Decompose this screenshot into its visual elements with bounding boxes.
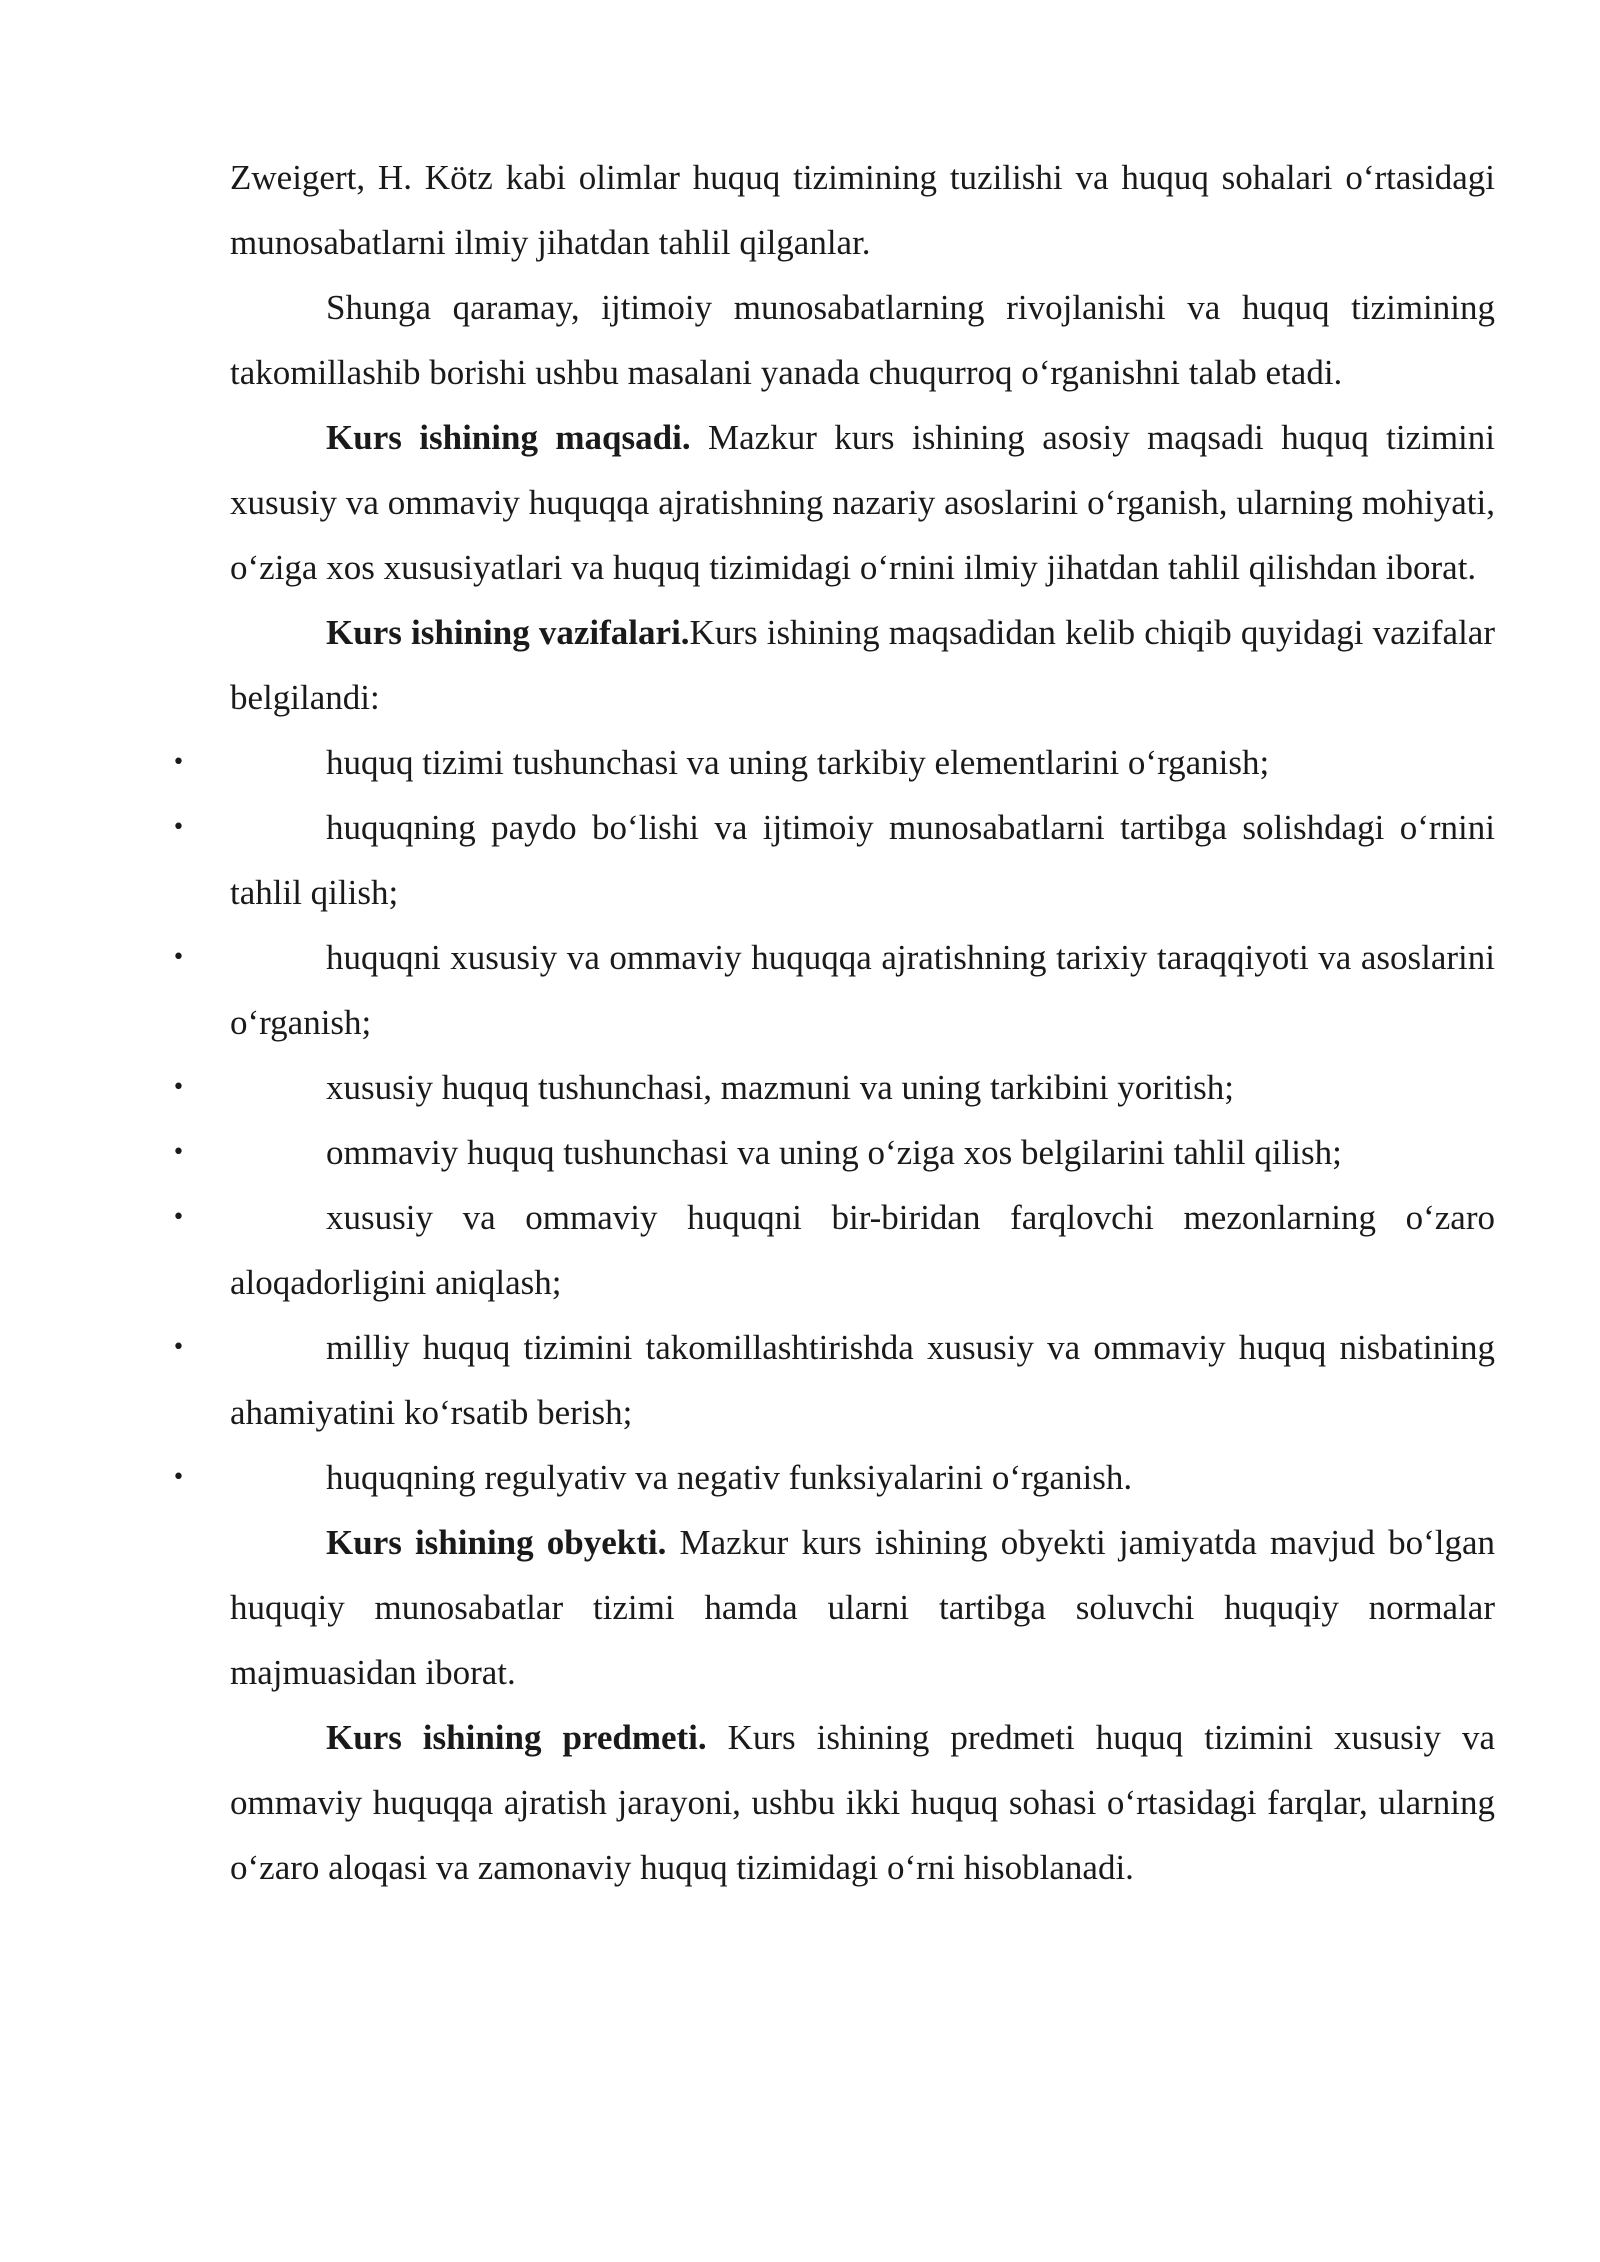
context-paragraph: Shunga qaramay, ijtimoiy munosabatlarning rivojlanishi va huquq tizimining takomillashib borishi ushbu masalani yanada chuqurroq o‘rganishni talab etadi. xyxy=(230,288,1495,392)
list-item xyxy=(172,1185,1495,1315)
object-text: Mazkur kurs ishining obyekti jamiyatda mavjud bo‘lgan huquqiy munosabatlar tizimi hamda ularni tartibga soluvchi huquqiy normalar majmuasidan iborat. xyxy=(230,1523,1495,1692)
list-item-text: xususiy va ommaviy huquqni bir-biridan farqlovchi mezonlarning o‘zaro aloqadorligini aniqlash; xyxy=(230,1198,1495,1302)
bullet-icon: • xyxy=(172,750,185,775)
bullet-icon: • xyxy=(172,945,185,970)
bullet-icon: • xyxy=(172,1335,185,1360)
document-body xyxy=(172,145,1495,1900)
list-item-text: milliy huquq tizimini takomillashtirishda xususiy va ommaviy huquq nisbatining ahamiyatini ko‘rsatib berish; xyxy=(230,1328,1495,1432)
tasks-intro-text: Kurs ishining maqsadidan kelib chiqib quyidagi vazifalar belgilandi: xyxy=(230,613,1495,717)
subject-text: Kurs ishining predmeti huquq tizimini xususiy va ommaviy huquqqa ajratish jarayoni, ushbu ikki huquq sohasi o‘rtasidagi farqlar, ularning o‘zaro aloqasi va zamonaviy huquq tizimidagi o‘rni hisoblanadi. xyxy=(230,1718,1495,1887)
subject-heading: Kurs ishining predmeti. xyxy=(326,1718,707,1757)
goal-paragraph xyxy=(230,405,1495,600)
bullet-icon: • xyxy=(172,1465,185,1490)
intro-paragraph: Zweigert, H. Kötz kabi olimlar huquq tizimining tuzilishi va huquq sohalari o‘rtasidagi munosabatlarni ilmiy jihatdan tahlil qilganlar. xyxy=(230,158,1495,262)
goal-heading: Kurs ishining maqsadi. xyxy=(326,418,691,457)
object-heading: Kurs ishining obyekti. xyxy=(326,1523,667,1562)
bullet-icon: • xyxy=(172,1140,185,1165)
object-paragraph xyxy=(230,1510,1495,1705)
list-item-text: huquqning regulyativ va negativ funksiyalarini o‘rganish. xyxy=(326,1458,1133,1497)
list-item xyxy=(172,1055,1495,1120)
list-item xyxy=(172,730,1495,795)
list-item xyxy=(172,1445,1495,1510)
list-item-text: huquq tizimi tushunchasi va uning tarkibiy elementlarini o‘rganish; xyxy=(326,743,1270,782)
list-item-text: huquqni xususiy va ommaviy huquqqa ajratishning tarixiy taraqqiyoti va asoslarini o‘rganish; xyxy=(230,938,1495,1042)
list-item xyxy=(172,925,1495,1055)
bullet-icon: • xyxy=(172,1205,185,1230)
list-item xyxy=(172,1120,1495,1185)
tasks-paragraph xyxy=(230,600,1495,730)
list-item-text: ommaviy huquq tushunchasi va uning o‘ziga xos belgilarini tahlil qilish; xyxy=(326,1133,1342,1172)
subject-paragraph xyxy=(230,1705,1495,1900)
tasks-heading: Kurs ishining vazifalari. xyxy=(326,613,690,652)
list-item-text: xususiy huquq tushunchasi, mazmuni va uning tarkibini yoritish; xyxy=(326,1068,1234,1107)
tasks-bullet-list xyxy=(172,730,1495,1510)
list-item-text: huquqning paydo bo‘lishi va ijtimoiy munosabatlarni tartibga solishdagi o‘rnini tahlil qilish; xyxy=(230,808,1495,912)
bullet-icon: • xyxy=(172,1075,185,1100)
goal-text: Mazkur kurs ishining asosiy maqsadi huquq tizimini xususiy va ommaviy huquqqa ajratishning nazariy asoslarini o‘rganish, ularning mohiyati, o‘ziga xos xususiyatlari va huquq tizimidagi o‘rnini ilmiy jihatdan tahlil qilishdan iborat. xyxy=(230,418,1495,587)
list-item xyxy=(172,795,1495,925)
list-item xyxy=(172,1315,1495,1445)
bullet-icon: • xyxy=(172,815,185,840)
